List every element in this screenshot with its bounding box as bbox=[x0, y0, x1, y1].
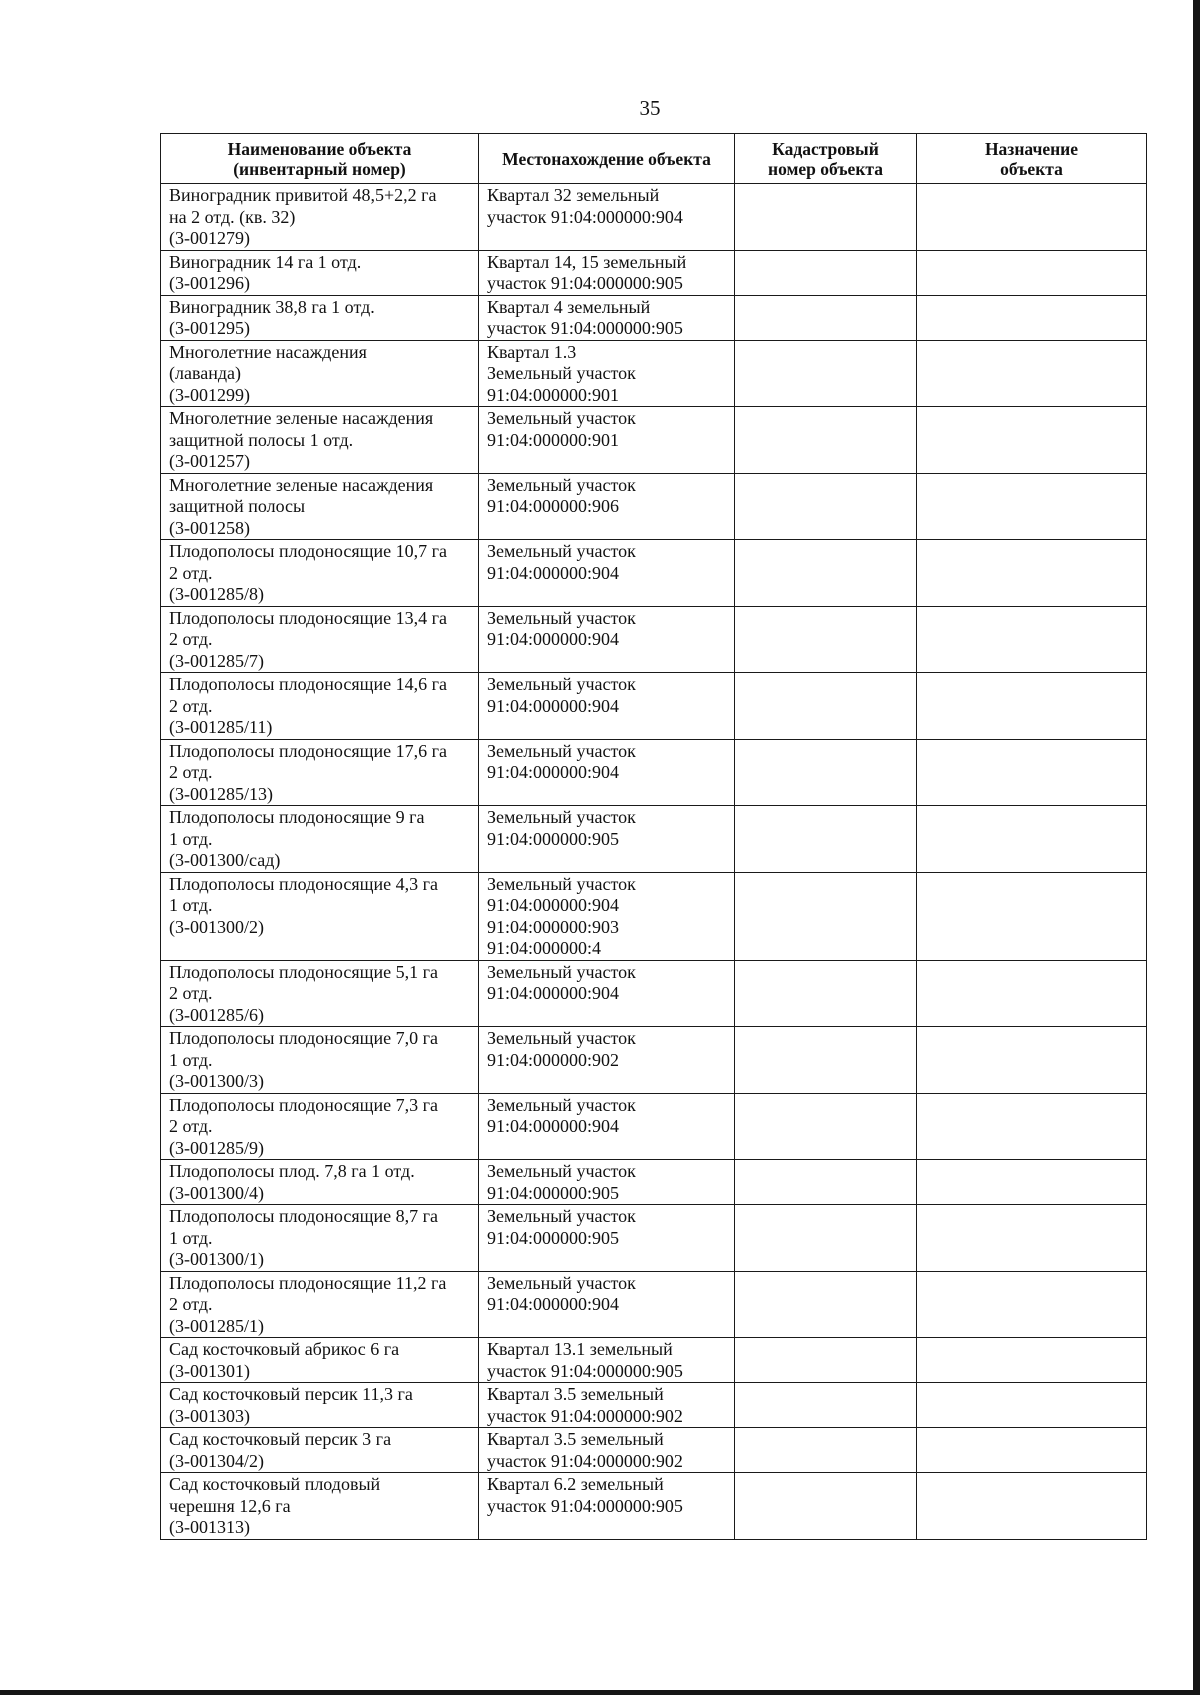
table-row bbox=[161, 1027, 1147, 1094]
object-name-line: Сад косточковый персик 11,3 га bbox=[169, 1384, 413, 1404]
object-name-line: Плодополосы плодоносящие 7,0 га bbox=[169, 1028, 438, 1048]
object-name-line: (3-001300/сад) bbox=[169, 850, 281, 870]
object-name-line: Плодополосы плодоносящие 9 га bbox=[169, 807, 425, 827]
cell-object-purpose bbox=[917, 1205, 1147, 1272]
table-row bbox=[161, 1428, 1147, 1473]
cell-object-purpose bbox=[917, 1338, 1147, 1383]
cell-object-purpose bbox=[917, 872, 1147, 960]
object-name-line: защитной полосы bbox=[169, 496, 306, 516]
object-location-line: Земельный участок bbox=[487, 607, 636, 628]
object-location-line: Земельный участок bbox=[487, 541, 636, 561]
object-name-line: (3-001258) bbox=[169, 517, 250, 538]
object-name-line: черешня 12,6 га bbox=[169, 1495, 291, 1516]
object-name-line: Многолетние насаждения bbox=[169, 341, 367, 362]
object-name-line: (3-001285/9) bbox=[169, 1137, 264, 1158]
object-location-line: Квартал 3.5 земельный bbox=[487, 1384, 664, 1404]
table-row bbox=[161, 1205, 1147, 1272]
cell-object-location bbox=[479, 184, 735, 251]
cell-object-name bbox=[161, 407, 479, 474]
object-name-line: (3-001296) bbox=[169, 273, 250, 293]
object-name-line: (лаванда) bbox=[169, 363, 241, 383]
cell-object-location bbox=[479, 340, 735, 407]
table-row bbox=[161, 806, 1147, 873]
cell-object-purpose bbox=[917, 606, 1147, 673]
object-location-line: 91:04:000000:904 bbox=[487, 562, 620, 583]
cell-object-name bbox=[161, 872, 479, 960]
object-location-line: 91:04:000000:905 bbox=[487, 828, 620, 849]
cell-object-location bbox=[479, 606, 735, 673]
cell-object-name bbox=[161, 606, 479, 673]
object-location-line: Земельный участок bbox=[487, 674, 636, 694]
object-location-line: 91:04:000000:901 bbox=[487, 429, 620, 450]
object-name-line: 1 отд. bbox=[169, 895, 213, 915]
object-name-line: (3-001313) bbox=[169, 1517, 250, 1537]
object-name-line: 1 отд. bbox=[169, 828, 213, 849]
cell-object-purpose bbox=[917, 250, 1147, 295]
table-row bbox=[161, 673, 1147, 740]
object-name-line: Плодополосы плодоносящие 11,2 га bbox=[169, 1272, 447, 1293]
object-location-line: участок 91:04:000000:905 bbox=[487, 1495, 683, 1516]
object-location-line: Земельный участок bbox=[487, 1272, 636, 1293]
object-name-line: (3-001300/3) bbox=[169, 1071, 264, 1091]
cell-cadastral-number bbox=[735, 673, 917, 740]
table-row bbox=[161, 1271, 1147, 1338]
object-name-line: (3-001300/1) bbox=[169, 1249, 264, 1269]
object-name-line: (3-001285/8) bbox=[169, 584, 264, 604]
cell-object-location bbox=[479, 1027, 735, 1094]
object-location-line: участок 91:04:000000:902 bbox=[487, 1405, 683, 1426]
cell-object-location bbox=[479, 960, 735, 1027]
cell-object-location bbox=[479, 473, 735, 540]
cell-cadastral-number bbox=[735, 1093, 917, 1160]
cell-cadastral-number bbox=[735, 473, 917, 540]
cell-object-name bbox=[161, 1338, 479, 1383]
cell-object-name bbox=[161, 540, 479, 607]
cell-object-name bbox=[161, 1160, 479, 1205]
cell-cadastral-number bbox=[735, 184, 917, 251]
object-location-line: Земельный участок bbox=[487, 807, 636, 827]
object-location-line: Квартал 14, 15 земельный bbox=[487, 251, 687, 272]
object-location-line: 91:04:000000:904 bbox=[487, 695, 620, 716]
table-row bbox=[161, 1160, 1147, 1205]
object-name-line: защитной полосы 1 отд. bbox=[169, 429, 354, 450]
object-name-line: (3-001301) bbox=[169, 1360, 250, 1381]
object-name-line: (3-001285/11) bbox=[169, 717, 273, 737]
cell-cadastral-number bbox=[735, 250, 917, 295]
object-name-line: Сад косточковый плодовый bbox=[169, 1474, 381, 1494]
cell-object-purpose bbox=[917, 184, 1147, 251]
object-location-line: Земельный участок bbox=[487, 961, 636, 982]
object-name-line: Плодополосы плодоносящие 4,3 га bbox=[169, 873, 438, 894]
table-header bbox=[161, 134, 1147, 184]
cell-cadastral-number bbox=[735, 872, 917, 960]
cell-object-location bbox=[479, 1383, 735, 1428]
object-name-line: Плодополосы плодоносящие 7,3 га bbox=[169, 1094, 438, 1115]
header-cadastral-line: номер объекта bbox=[768, 159, 883, 179]
cell-object-location bbox=[479, 806, 735, 873]
object-location-line: 91:04:000000:904 bbox=[487, 762, 620, 782]
inventory-table bbox=[160, 133, 1147, 1540]
table-row bbox=[161, 540, 1147, 607]
object-name-line: Плодополосы плодоносящие 5,1 га bbox=[169, 961, 438, 982]
cell-object-name bbox=[161, 295, 479, 340]
header-name-line: (инвентарный номер) bbox=[233, 159, 406, 179]
cell-object-location bbox=[479, 1428, 735, 1473]
object-location-line: 91:04:000000:902 bbox=[487, 1049, 620, 1070]
cell-object-purpose bbox=[917, 473, 1147, 540]
cell-object-name bbox=[161, 1271, 479, 1338]
cell-object-name bbox=[161, 673, 479, 740]
object-location-line: 91:04:000000:904 bbox=[487, 1294, 620, 1314]
cell-object-purpose bbox=[917, 1383, 1147, 1428]
cell-cadastral-number bbox=[735, 1338, 917, 1383]
object-name-line: (3-001279) bbox=[169, 228, 250, 248]
table-row bbox=[161, 1473, 1147, 1540]
table-body bbox=[161, 184, 1147, 1540]
cell-object-purpose bbox=[917, 340, 1147, 407]
header-purpose-line: объекта bbox=[1000, 159, 1063, 179]
object-name-line: Сад косточковый персик 3 га bbox=[169, 1429, 392, 1449]
table-row bbox=[161, 739, 1147, 806]
object-location-line: Квартал 13.1 земельный bbox=[487, 1339, 673, 1359]
header-purpose-line: Назначение bbox=[984, 139, 1079, 159]
object-location-line: Земельный участок bbox=[487, 873, 636, 894]
cell-object-location bbox=[479, 1473, 735, 1540]
cell-object-name bbox=[161, 1205, 479, 1272]
object-name-line: 1 отд. bbox=[169, 1049, 213, 1070]
object-name-line: Плодополосы плодоносящие 8,7 га bbox=[169, 1206, 438, 1226]
object-location-line: Квартал 32 земельный bbox=[487, 185, 660, 205]
object-name-line: 2 отд. bbox=[169, 1294, 213, 1314]
object-name-line: 2 отд. bbox=[169, 695, 213, 716]
cell-object-purpose bbox=[917, 673, 1147, 740]
object-name-line: Виноградник 14 га 1 отд. bbox=[169, 251, 362, 272]
table-row bbox=[161, 473, 1147, 540]
object-location-line: 91:04:000000:904 bbox=[487, 895, 620, 915]
cell-object-location bbox=[479, 1093, 735, 1160]
cell-object-name bbox=[161, 184, 479, 251]
cell-object-name bbox=[161, 806, 479, 873]
header-cadastral-line: Кадастровый bbox=[772, 139, 879, 159]
object-location-line: Земельный участок bbox=[487, 474, 636, 495]
cell-cadastral-number bbox=[735, 606, 917, 673]
cell-object-purpose bbox=[917, 1428, 1147, 1473]
cell-cadastral-number bbox=[735, 806, 917, 873]
object-name-line: 2 отд. bbox=[169, 562, 213, 583]
cell-object-purpose bbox=[917, 806, 1147, 873]
object-name-line: Плодополосы плодоносящие 17,6 га bbox=[169, 740, 447, 761]
object-location-line: Земельный участок bbox=[487, 1094, 636, 1115]
object-name-line: 2 отд. bbox=[169, 629, 213, 649]
object-location-line: 91:04:000000:905 bbox=[487, 1227, 620, 1248]
cell-object-name bbox=[161, 1027, 479, 1094]
table-row bbox=[161, 295, 1147, 340]
header-row bbox=[161, 134, 1147, 184]
object-location-line: Квартал 6.2 земельный bbox=[487, 1474, 664, 1494]
cell-cadastral-number bbox=[735, 340, 917, 407]
object-name-line: 2 отд. bbox=[169, 1116, 213, 1136]
cell-object-location bbox=[479, 1271, 735, 1338]
page-number: 35 bbox=[639, 96, 661, 120]
cell-object-name bbox=[161, 1473, 479, 1540]
object-name-line: (3-001295) bbox=[169, 318, 250, 338]
object-location-line: участок 91:04:000000:905 bbox=[487, 273, 683, 293]
cell-object-location bbox=[479, 407, 735, 474]
table-row bbox=[161, 960, 1147, 1027]
table-row bbox=[161, 1383, 1147, 1428]
object-name-line: (3-001285/6) bbox=[169, 1004, 264, 1025]
cell-object-name bbox=[161, 1383, 479, 1428]
object-location-line: 91:04:000000:904 bbox=[487, 983, 620, 1003]
cell-object-purpose bbox=[917, 960, 1147, 1027]
table-row bbox=[161, 606, 1147, 673]
cell-object-location bbox=[479, 1160, 735, 1205]
table-row bbox=[161, 184, 1147, 251]
cell-object-name bbox=[161, 340, 479, 407]
cell-object-purpose bbox=[917, 295, 1147, 340]
cell-object-purpose bbox=[917, 1271, 1147, 1338]
cell-object-location bbox=[479, 1338, 735, 1383]
object-location-line: 91:04:000000:904 bbox=[487, 629, 620, 649]
table-row bbox=[161, 340, 1147, 407]
cell-cadastral-number bbox=[735, 1205, 917, 1272]
cell-object-location bbox=[479, 1205, 735, 1272]
header-name bbox=[161, 134, 479, 184]
scan-edge-right bbox=[1193, 0, 1200, 1695]
header-purpose bbox=[917, 134, 1147, 184]
object-location-line: Земельный участок bbox=[487, 408, 636, 428]
object-name-line: (3-001299) bbox=[169, 384, 250, 405]
table-row bbox=[161, 250, 1147, 295]
cell-object-name bbox=[161, 1093, 479, 1160]
cell-object-purpose bbox=[917, 1093, 1147, 1160]
cell-object-purpose bbox=[917, 739, 1147, 806]
cell-object-location bbox=[479, 872, 735, 960]
cell-object-purpose bbox=[917, 1160, 1147, 1205]
object-location-line: 91:04:000000:904 bbox=[487, 1116, 620, 1136]
cell-object-purpose bbox=[917, 1473, 1147, 1540]
cell-cadastral-number bbox=[735, 1160, 917, 1205]
cell-object-name bbox=[161, 473, 479, 540]
object-name-line: (3-001300/4) bbox=[169, 1182, 264, 1203]
cell-object-location bbox=[479, 673, 735, 740]
cell-object-location bbox=[479, 540, 735, 607]
table-row bbox=[161, 872, 1147, 960]
cell-object-purpose bbox=[917, 407, 1147, 474]
object-location-line: Земельный участок bbox=[487, 1028, 636, 1048]
cell-object-name bbox=[161, 1428, 479, 1473]
object-location-line: 91:04:000000:906 bbox=[487, 496, 620, 516]
header-name-line: Наименование объекта bbox=[227, 139, 412, 159]
table-row bbox=[161, 1338, 1147, 1383]
cell-cadastral-number bbox=[735, 1428, 917, 1473]
header-cadastral bbox=[735, 134, 917, 184]
cell-cadastral-number bbox=[735, 1473, 917, 1540]
object-location-line: Квартал 1.3 bbox=[487, 341, 577, 362]
object-name-line: 2 отд. bbox=[169, 983, 213, 1003]
object-name-line: Виноградник привитой 48,5+2,2 га bbox=[169, 185, 437, 205]
object-name-line: (3-001285/7) bbox=[169, 650, 264, 671]
cell-object-name bbox=[161, 739, 479, 806]
object-location-line: Земельный участок bbox=[487, 740, 636, 761]
object-location-line: 91:04:000000:905 bbox=[487, 1182, 620, 1203]
object-location-line: Земельный участок bbox=[487, 1161, 636, 1181]
scan-edge-bottom bbox=[0, 1690, 1200, 1695]
cell-object-location bbox=[479, 295, 735, 340]
object-name-line: Сад косточковый абрикос 6 га bbox=[169, 1339, 400, 1359]
object-name-line: 1 отд. bbox=[169, 1227, 213, 1248]
cell-cadastral-number bbox=[735, 739, 917, 806]
object-name-line: Многолетние зеленые насаждения bbox=[169, 408, 434, 428]
object-name-line: (3-001300/2) bbox=[169, 916, 264, 937]
cell-object-name bbox=[161, 960, 479, 1027]
object-name-line: Плодополосы плодоносящие 13,4 га bbox=[169, 607, 447, 628]
cell-cadastral-number bbox=[735, 960, 917, 1027]
header-location-line: Местонахождение объекта bbox=[502, 149, 711, 169]
object-name-line: (3-001304/2) bbox=[169, 1450, 264, 1471]
cell-cadastral-number bbox=[735, 1271, 917, 1338]
cell-cadastral-number bbox=[735, 540, 917, 607]
object-name-line: (3-001285/13) bbox=[169, 783, 273, 804]
object-name-line: Многолетние зеленые насаждения bbox=[169, 474, 434, 495]
object-location-line: Земельный участок bbox=[487, 1206, 636, 1226]
object-location-line: Квартал 3.5 земельный bbox=[487, 1429, 664, 1449]
header-location bbox=[479, 134, 735, 184]
cell-object-location bbox=[479, 739, 735, 806]
object-name-line: Плодополосы плод. 7,8 га 1 отд. bbox=[169, 1161, 415, 1181]
object-location-line: участок 91:04:000000:904 bbox=[487, 206, 683, 227]
object-name-line: Плодополосы плодоносящие 14,6 га bbox=[169, 674, 447, 694]
cell-cadastral-number bbox=[735, 1383, 917, 1428]
table-row bbox=[161, 407, 1147, 474]
object-location-line: участок 91:04:000000:905 bbox=[487, 1360, 683, 1381]
cell-cadastral-number bbox=[735, 295, 917, 340]
object-name-line: (3-001257) bbox=[169, 451, 250, 471]
object-name-line: Плодополосы плодоносящие 10,7 га bbox=[169, 541, 447, 561]
object-location-line: 91:04:000000:901 bbox=[487, 384, 620, 405]
object-name-line: 2 отд. bbox=[169, 762, 213, 782]
object-location-line: 91:04:000000:903 bbox=[487, 916, 620, 937]
object-location-line: 91:04:000000:4 bbox=[487, 938, 602, 958]
object-location-line: Квартал 4 земельный bbox=[487, 296, 651, 317]
cell-cadastral-number bbox=[735, 1027, 917, 1094]
object-location-line: участок 91:04:000000:902 bbox=[487, 1450, 683, 1471]
object-name-line: на 2 отд. (кв. 32) bbox=[169, 206, 296, 227]
object-name-line: (3-001285/1) bbox=[169, 1315, 264, 1336]
object-name-line: (3-001303) bbox=[169, 1405, 250, 1426]
cell-object-location bbox=[479, 250, 735, 295]
cell-cadastral-number bbox=[735, 407, 917, 474]
object-location-line: участок 91:04:000000:905 bbox=[487, 318, 683, 338]
table-row bbox=[161, 1093, 1147, 1160]
object-location-line: Земельный участок bbox=[487, 363, 636, 383]
cell-object-purpose bbox=[917, 1027, 1147, 1094]
cell-object-name bbox=[161, 250, 479, 295]
cell-object-purpose bbox=[917, 540, 1147, 607]
object-name-line: Виноградник 38,8 га 1 отд. bbox=[169, 296, 375, 317]
